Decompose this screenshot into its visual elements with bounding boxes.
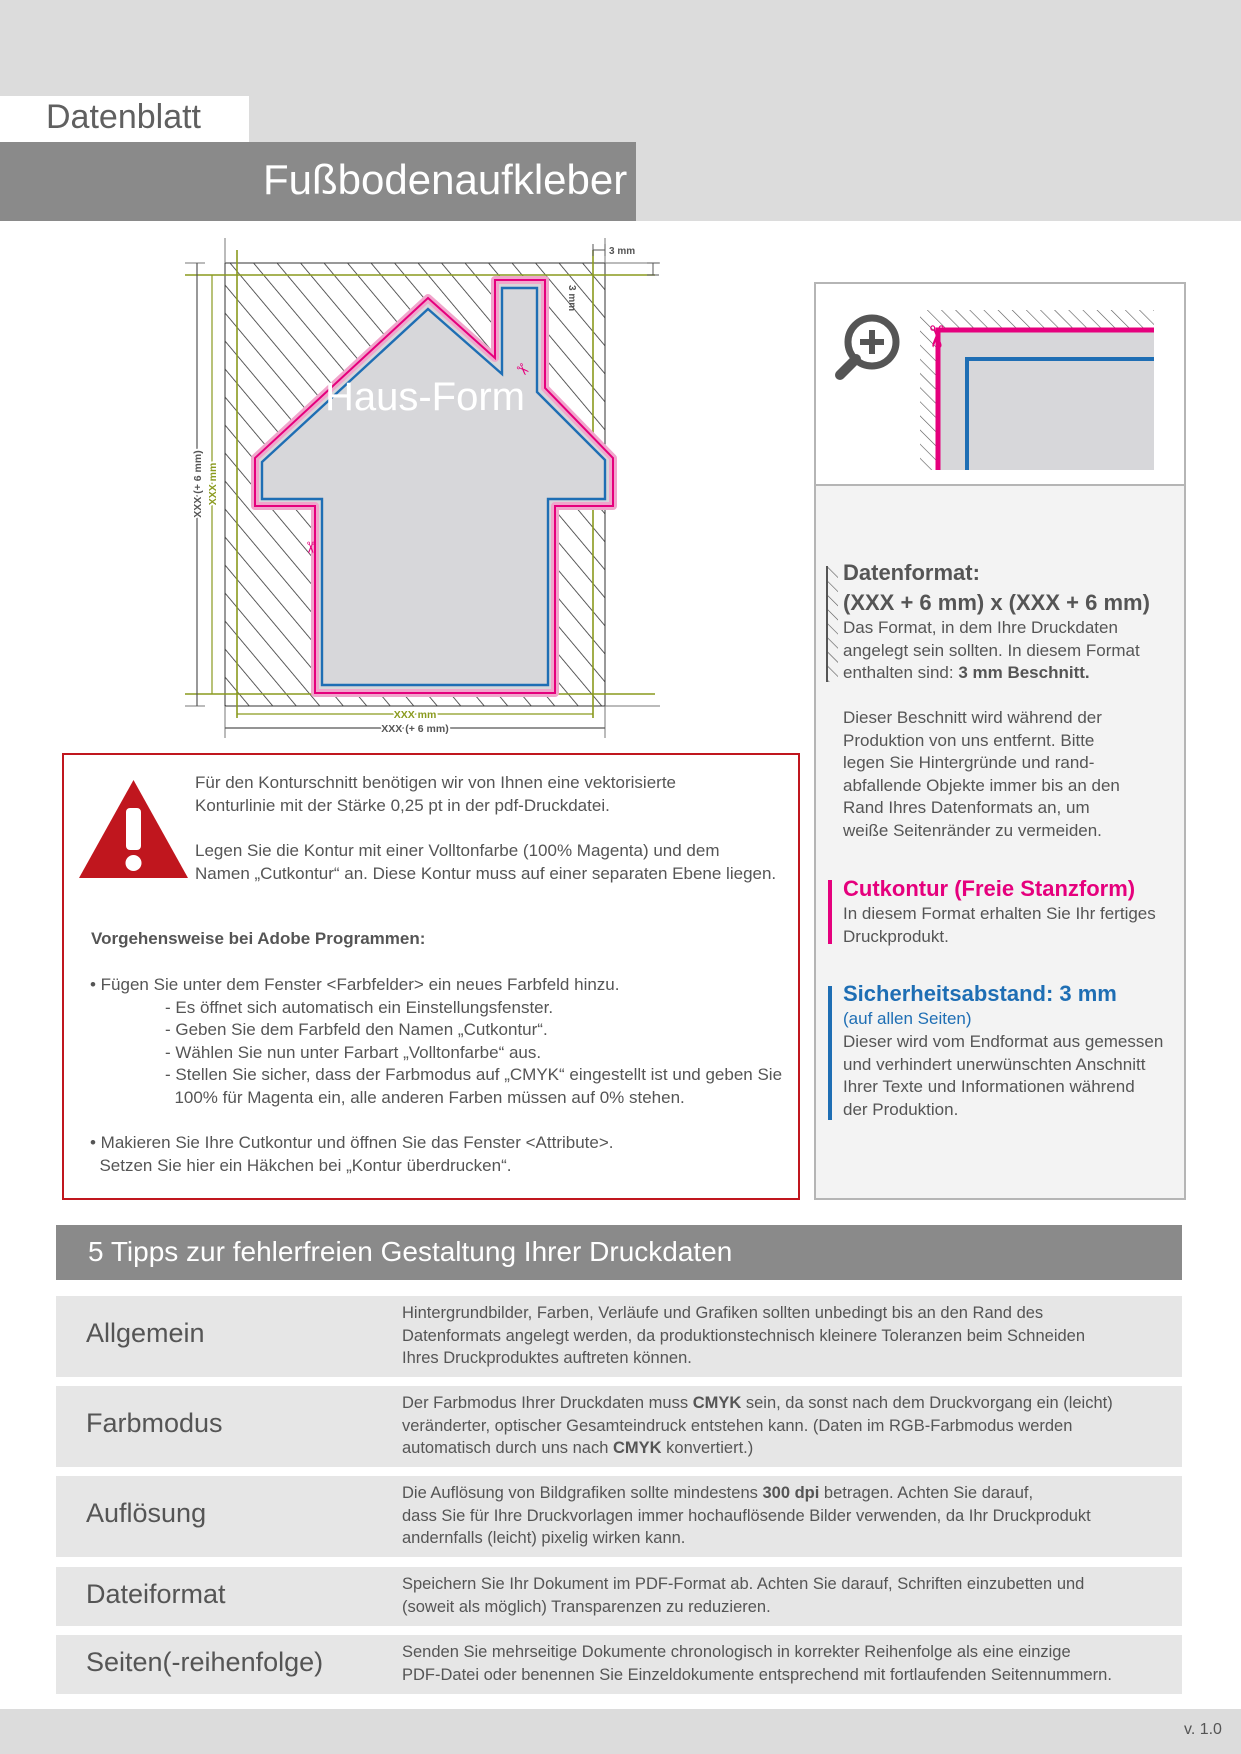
procedure-substep: - Es öffnet sich automatisch ein Einstellungsfenster. xyxy=(165,997,554,1017)
procedure-substep: - Geben Sie dem Farbfeld den Namen „Cutkontur“. xyxy=(165,1020,548,1039)
scissors-icon: ✂ xyxy=(511,358,535,382)
tip-text: Speichern Sie Ihr Dokument im PDF-Format ab. Achten Sie darauf, Schriften einzubetten und (soweit als möglich) Transparenzen zu reduzieren. xyxy=(402,1575,1085,1616)
tip-label: Farbmodus xyxy=(86,1408,223,1438)
tip-label: Auflösung xyxy=(86,1498,207,1528)
warning-text: Legen Sie die Kontur mit einer Volltonfarbe (100% Magenta) und dem xyxy=(195,841,720,860)
sicherheit-subtitle: (auf allen Seiten) xyxy=(843,1009,972,1028)
datenformat-p2: weiße Seitenränder zu vermeiden. xyxy=(843,820,1102,840)
datenformat-p2: Dieser Beschnitt wird während der xyxy=(843,708,1102,727)
tips-title: 5 Tipps zur fehlerfreien Gestaltung Ihrer Druckdaten xyxy=(88,1236,733,1267)
datenformat-title: Datenformat: xyxy=(843,560,980,585)
sicherheit-text: und verhindert unerwünschten Anschnitt xyxy=(843,1054,1146,1074)
sicherheit-text: Dieser wird vom Endformat aus gemessen xyxy=(843,1032,1164,1051)
datenformat-text: angelegt sein sollten. In diesem Format xyxy=(843,640,1140,660)
datenformat-text: enthalten sind: 3 mm Beschnitt. xyxy=(843,663,1090,682)
datenformat-p2: Rand Ihres Datenformats an, um xyxy=(843,798,1090,817)
procedure-substep: - Wählen Sie nun unter Farbart „Volltonfarbe“ aus. xyxy=(165,1042,542,1062)
dimension-label: 3 mm xyxy=(609,246,636,257)
procedure-heading: Vorgehensweise bei Adobe Programmen: xyxy=(91,929,426,948)
procedure-step: • Fügen Sie unter dem Fenster <Farbfelder> ein neues Farbfeld hinzu. xyxy=(90,975,620,994)
version-label: v. 1.0 xyxy=(1184,1721,1222,1738)
scissors-icon: ✂ xyxy=(301,541,320,555)
sicherheit-marker xyxy=(828,986,832,1120)
scissors-icon: ✂ xyxy=(918,324,953,350)
cutkontur-marker xyxy=(828,880,832,944)
footer-band xyxy=(0,1709,1241,1754)
tip-row xyxy=(56,1476,1182,1557)
zoom-icon xyxy=(840,318,896,375)
procedure-substep: 100% für Magenta ein, alle anderen Farben müssen auf 0% stehen. xyxy=(165,1087,685,1107)
page-title: Fußbodenaufkleber xyxy=(263,156,628,203)
warning-text: Konturlinie mit der Stärke 0,25 pt in der pdf-Druckdatei. xyxy=(195,795,610,815)
warning-icon xyxy=(77,778,190,880)
tip-text: Hintergrundbilder, Farben, Verläufe und Grafiken sollten unbedingt bis an den Rand des Datenformats angelegt werden, da produktionstechnisch kleinere Toleranzen beim Schneiden Ihres Druckproduktes auftreten können. xyxy=(402,1304,1086,1367)
cutkontur-text: Druckprodukt. xyxy=(843,926,949,946)
datenformat-text: Das Format, in dem Ihre Druckdaten xyxy=(843,618,1118,637)
sicherheit-title: Sicherheitsabstand: 3 mm xyxy=(843,981,1117,1006)
document-label: Datenblatt xyxy=(46,98,201,136)
datenformat-p2: abfallende Objekte immer bis an den xyxy=(843,775,1120,795)
tip-text: Senden Sie mehrseitige Dokumente chronologisch in korrekter Reihenfolge als eine einzige PDF-Datei oder benennen Sie Einzeldokumente entsprechend mit fortlaufenden Seitennummern. xyxy=(402,1643,1112,1684)
tip-label: Dateiformat xyxy=(86,1579,226,1609)
house-shape-diagram xyxy=(185,238,665,738)
tip-text: Der Farbmodus Ihrer Druckdaten muss CMYK sein, da sonst nach dem Druckvorgang ein (leicht) veränderter, optischer Gesamteindruck entstehen kann. (Daten im RGB-Farbmodus werden automatisch durch uns nach CMYK konvertiert.) xyxy=(402,1394,1113,1457)
hatch-marker xyxy=(826,566,838,682)
height-outer-label: XXX (+ 6 mm) xyxy=(192,450,204,518)
tip-row xyxy=(56,1567,1182,1626)
shape-label: Haus-Form xyxy=(324,375,526,419)
width-outer-label: XXX (+ 6 mm) xyxy=(381,723,449,735)
tip-row xyxy=(56,1296,1182,1377)
tip-row xyxy=(56,1386,1182,1467)
dimension-label: 3 mm xyxy=(566,285,577,312)
height-inner-label: XXX mm xyxy=(207,462,219,506)
procedure-substep: - Stellen Sie sicher, dass der Farbmodus auf „CMYK“ eingestellt ist und geben Sie xyxy=(165,1065,783,1084)
procedure-step: • Makieren Sie Ihre Cutkontur und öffnen Sie das Fenster <Attribute>. xyxy=(90,1133,614,1152)
warning-text: Namen „Cutkontur“ an. Diese Kontur muss auf einer separaten Ebene liegen. xyxy=(195,863,777,883)
cutkontur-text: In diesem Format erhalten Sie Ihr fertiges xyxy=(843,904,1156,923)
warning-text: Für den Konturschnitt benötigen wir von Ihnen eine vektorisierte xyxy=(195,773,676,792)
datenformat-p2: Produktion von uns entfernt. Bitte xyxy=(843,730,1095,750)
sicherheit-text: Ihrer Texte und Informationen während xyxy=(843,1077,1135,1096)
cutkontur-title: Cutkontur (Freie Stanzform) xyxy=(843,876,1136,901)
sicherheit-text: der Produktion. xyxy=(843,1099,959,1119)
tip-text: Die Auflösung von Bildgrafiken sollte mindestens 300 dpi betragen. Achten Sie darauf, dass Sie für Ihre Druckvorlagen immer hochauflösende Bilder verwenden, da Ihr Druckprodukt andernfalls (leicht) pixelig wirken kann. xyxy=(402,1484,1091,1547)
tip-label: Seiten(-reihenfolge) xyxy=(86,1647,324,1677)
procedure-step: Setzen Sie hier ein Häkchen bei „Kontur überdrucken“. xyxy=(90,1155,512,1175)
datenformat-p2: legen Sie Hintergründe und rand- xyxy=(843,753,1095,772)
tip-label: Allgemein xyxy=(86,1318,205,1348)
width-inner-label: XXX mm xyxy=(393,709,437,721)
corner-detail xyxy=(816,284,1184,486)
datenformat-size: (XXX + 6 mm) x (XXX + 6 mm) xyxy=(843,590,1150,615)
tip-row xyxy=(56,1635,1182,1694)
